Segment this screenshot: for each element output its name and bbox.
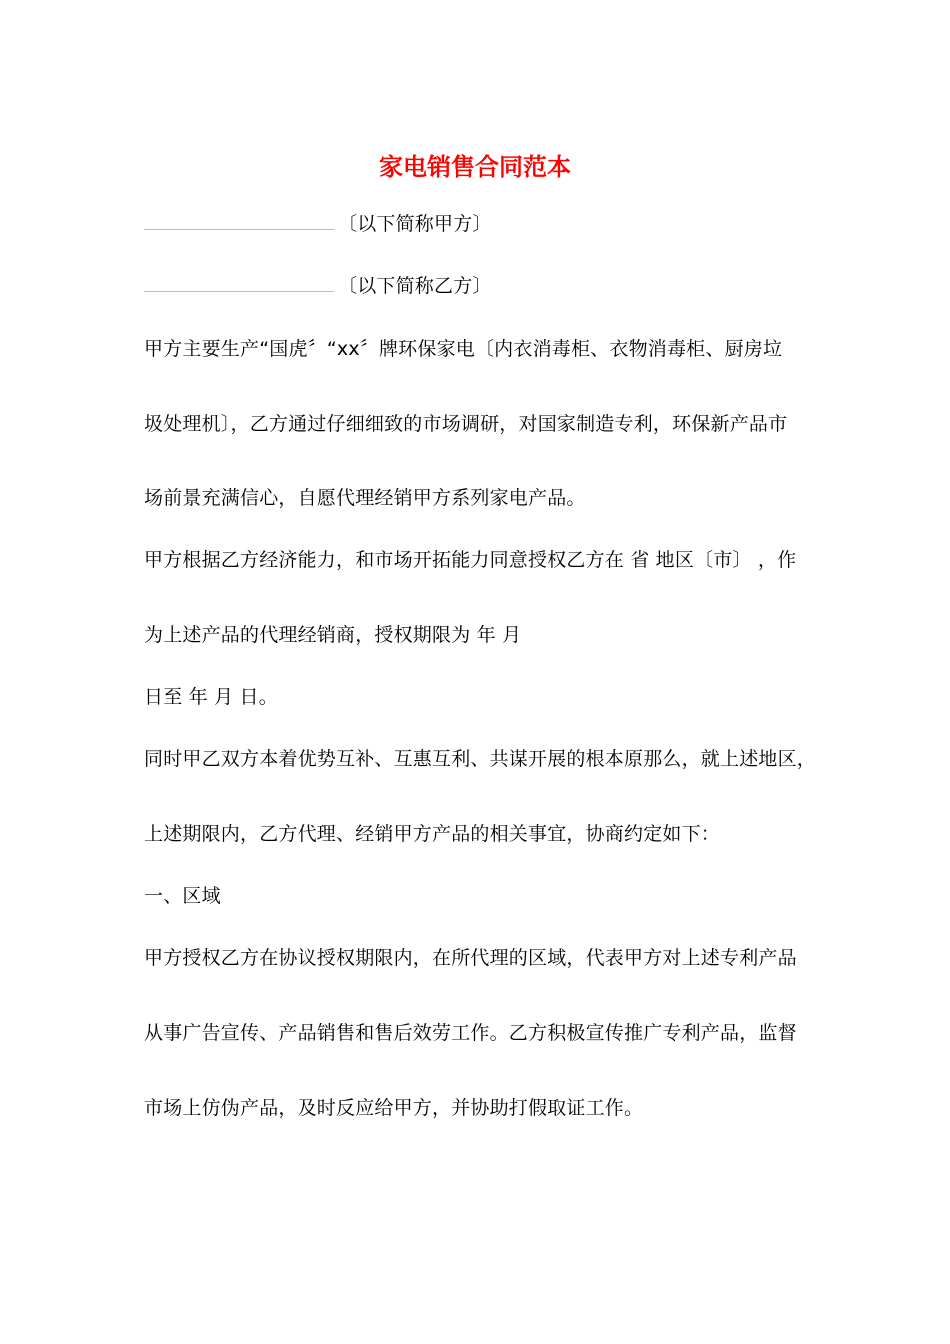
paragraph-line: 为上述产品的代理经销商，授权期限为 年 月 bbox=[144, 624, 522, 646]
paragraph-line: 日至 年 月 日。 bbox=[144, 686, 278, 708]
party-a-label: 〔以下简称甲方〕 bbox=[338, 213, 492, 235]
paragraph-line: 场前景充满信心，自愿代理经销甲方系列家电产品。 bbox=[144, 487, 586, 509]
party-a-line bbox=[144, 211, 814, 237]
party-a-blank bbox=[144, 211, 334, 230]
paragraph-line: 甲方授权乙方在协议授权期限内，在所代理的区域，代表甲方对上述专利产品 bbox=[144, 947, 797, 969]
paragraph-line: 从事广告宣传、产品销售和售后效劳工作。乙方积极宣传推广专利产品，监督 bbox=[144, 1022, 797, 1044]
paragraph-line: 甲方根据乙方经济能力，和市场开拓能力同意授权乙方在 省 地区〔市〕 ，作 bbox=[144, 549, 797, 571]
party-b-label: 〔以下简称乙方〕 bbox=[338, 275, 492, 297]
paragraph-line: 甲方主要生产“国虎〞“xx〞牌环保家电〔内衣消毒柜、衣物消毒柜、厨房垃 bbox=[144, 338, 783, 360]
paragraph-line: 同时甲乙双方本着优势互补、互惠互利、共谋开展的根本原那么，就上述地区， bbox=[144, 748, 817, 770]
party-b-blank bbox=[144, 273, 334, 292]
paragraph-line: 上述期限内，乙方代理、经销甲方产品的相关事宜，协商约定如下： bbox=[144, 823, 721, 845]
paragraph-line: 市场上仿伪产品，及时反应给甲方，并协助打假取证工作。 bbox=[144, 1097, 644, 1119]
party-b-line bbox=[144, 273, 814, 299]
paragraph-line: 圾处理机〕，乙方通过仔细细致的市场调研，对国家制造专利，环保新产品市 bbox=[144, 413, 788, 435]
section-heading: 一、区域 bbox=[144, 885, 221, 907]
document-title: 家电销售合同范本 bbox=[379, 152, 571, 181]
